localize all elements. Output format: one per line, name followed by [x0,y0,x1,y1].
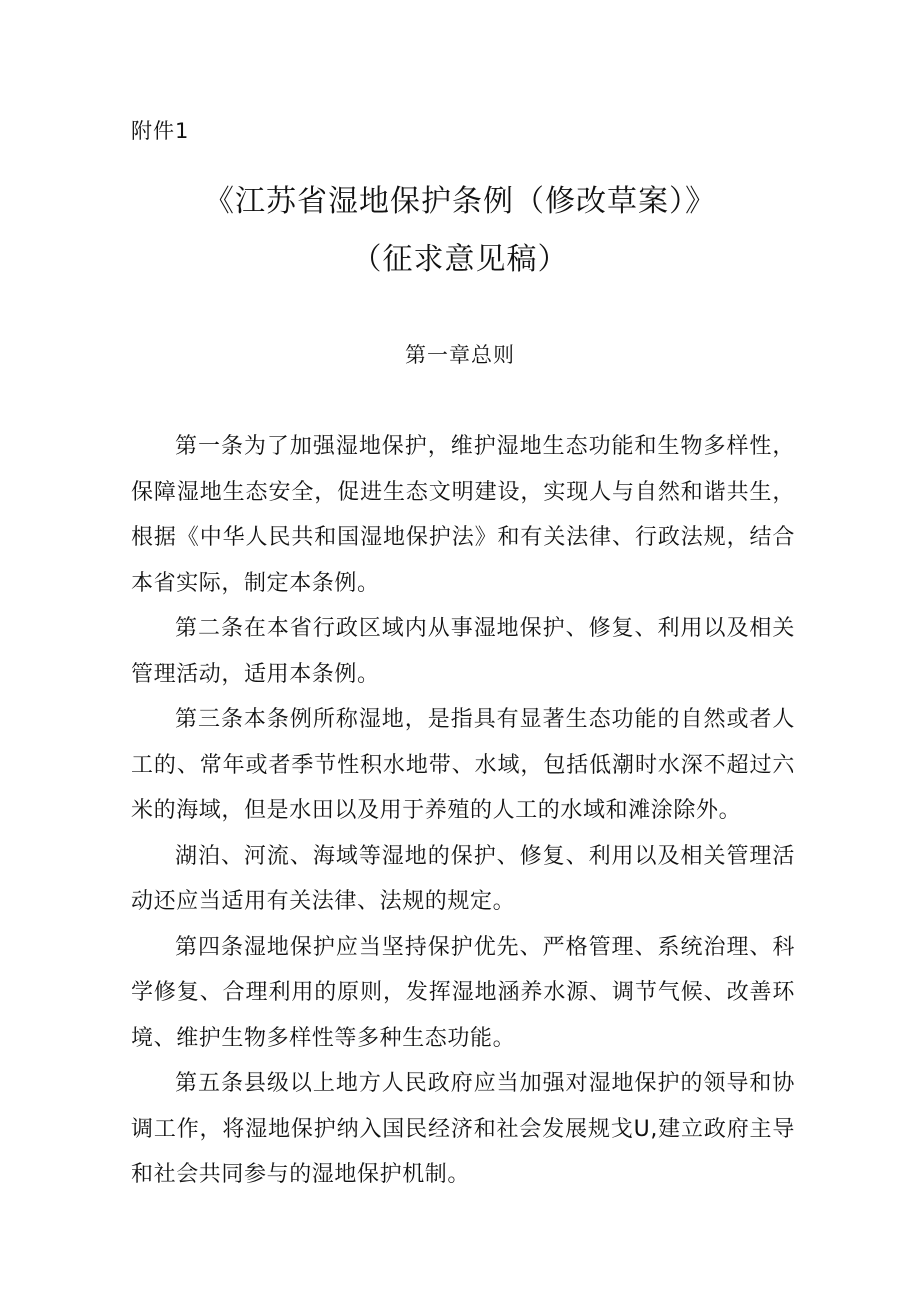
article-3-paragraph: 第三条本条例所称湿地，是指具有显著生态功能的自然或者人工的、常年或者季节性积水地带、水域，包括低潮时水深不超过六米的海域，但是水田以及用于养殖的人工的水域和滩涂除外。 [131,707,795,823]
article-4-paragraph: 第四条湿地保护应当坚持保护优先、严格管理、系统治理、科学修复、合理利用的原则，发挥湿地涵养水源、调节气候、改善环境、维护生物多样性等多种生态功能。 [131,934,795,1051]
document-subtitle: （征求意见稿） [351,242,569,277]
document-body [131,424,795,1198]
article-5-paragraph: 第五条县级以上地方人民政府应当加强对湿地保护的领导和协调工作，将湿地保护纳入国民经济和社会发展规戈U,建立政府主导和社会共同参与的湿地保护机制。 [131,1071,795,1187]
document-title: 《江苏省湿地保护条例（修改草案）》 [204,184,716,219]
article-2-paragraph: 第二条在本省行政区域内从事湿地保护、修复、利用以及相关管理活动，适用本条例。 [131,616,795,687]
attachment-label: 附件1 [131,119,190,143]
chapter-heading: 第一章总则 [405,343,515,367]
article-3-continuation-paragraph: 湖泊、河流、海域等湿地的保护、修复、利用以及相关管理活动还应当适用有关法律、法规的规定。 [131,843,795,914]
article-1-paragraph: 第一条为了加强湿地保护，维护湿地生态功能和生物多样性，保障湿地生态安全，促进生态文明建设，实现人与自然和谐共生，根据《中华人民共和国湿地保护法》和有关法律、行政法规，结合本省实际，制定本条例。 [131,434,795,596]
